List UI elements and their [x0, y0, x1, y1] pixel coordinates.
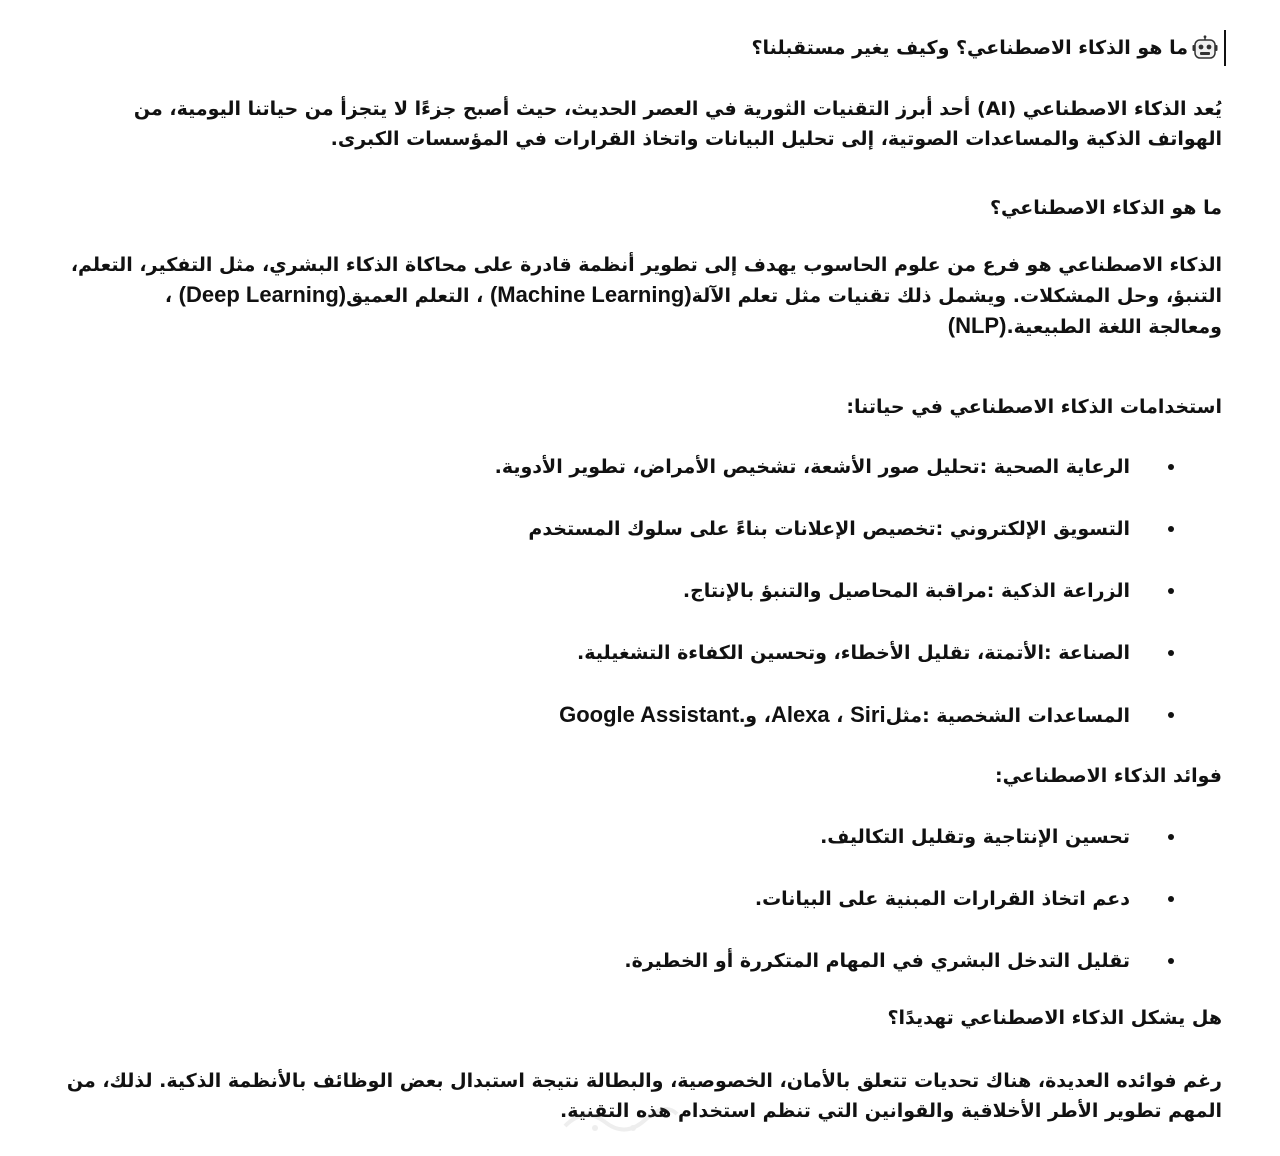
term-nlp: (NLP) — [947, 313, 1007, 338]
heading-threat: هل يشكل الذكاء الاصطناعي تهديدًا؟ — [887, 1007, 1222, 1029]
conclusion-line-1: رغم فوائده العديدة، هناك تحديات تتعلق بالأمان، الخصوصية، والبطالة نتيجة استبدال بعض الوظائف بالأنظمة الذكية. لذلك، من — [66, 1070, 1222, 1092]
term-siri: Siri — [850, 702, 886, 727]
intro-paragraph — [134, 94, 1222, 154]
heading-what-is-ai: ما هو الذكاء الاصطناعي؟ — [990, 197, 1222, 219]
term-machine-learning: (Machine Learning) — [489, 282, 692, 307]
bullet-dot-icon — [1168, 464, 1174, 470]
bullet-dot-icon — [1168, 712, 1174, 718]
list-item: التسويق الإلكتروني :تخصيص الإعلانات بناءً على سلوك المستخدم — [495, 514, 1130, 576]
uses-list — [495, 452, 1130, 762]
bullet-dot-icon — [1168, 526, 1174, 532]
bullet-dot-icon — [1168, 896, 1174, 902]
document-title-row — [752, 30, 1226, 66]
term-deep-learning: (Deep Learning) — [178, 282, 347, 307]
bullet-dot-icon — [1168, 834, 1174, 840]
list-item: دعم اتخاذ القرارات المبنية على البيانات. — [624, 884, 1130, 946]
list-item: الزراعة الذكية :مراقبة المحاصيل والتنبؤ بالإنتاج. — [495, 576, 1130, 638]
list-item: تحسين الإنتاجية وتقليل التكاليف. — [624, 822, 1130, 884]
definition-paragraph — [71, 250, 1222, 342]
intro-line-2: الهواتف الذكية والمساعدات الصوتية، إلى تحليل البيانات واتخاذ القرارات في المؤسسات الكبرى. — [330, 128, 1222, 150]
bullet-dot-icon — [1168, 958, 1174, 964]
heading-benefits: فوائد الذكاء الاصطناعي: — [995, 765, 1222, 787]
benefits-list — [624, 822, 1130, 1008]
list-item: المساعدات الشخصية :مثلSiri ، Alexa، وGoogle Assistant. — [495, 700, 1130, 762]
term-alexa: Alexa — [770, 702, 830, 727]
definition-line-2-text: التنبؤ، وحل المشكلات. ويشمل ذلك تقنيات مثل تعلم الآلة — [691, 285, 1222, 307]
conclusion-line-2: المهم تطوير الأطر الأخلاقية والقوانين التي تنظم استخدام هذه التقنية. — [560, 1100, 1222, 1122]
definition-line-3-text: ومعالجة اللغة الطبيعية. — [1006, 316, 1222, 338]
bullet-dot-icon — [1168, 588, 1174, 594]
list-item: الرعاية الصحية :تحليل صور الأشعة، تشخيص الأمراض، تطوير الأدوية. — [495, 452, 1130, 514]
watermark-logo-icon — [555, 1100, 685, 1136]
intro-line-1: يُعد الذكاء الاصطناعي (AI) أحد أبرز التقنيات الثورية في العصر الحديث، حيث أصبح جزءًا لا يتجزأ من حياتنا اليومية، من — [133, 98, 1222, 120]
definition-line-1: الذكاء الاصطناعي هو فرع من علوم الحاسوب يهدف إلى تطوير أنظمة قادرة على محاكاة الذكاء البشري، مثل التفكير، التعلم، — [70, 254, 1222, 276]
bullet-dot-icon — [1168, 650, 1174, 656]
term-google-assistant: Google Assistant. — [559, 702, 746, 727]
heading-uses: استخدامات الذكاء الاصطناعي في حياتنا: — [846, 396, 1222, 418]
robot-face-icon — [1192, 35, 1218, 61]
definition-line-2-end: ، — [164, 285, 179, 307]
assistants-label: المساعدات الشخصية :مثل — [885, 705, 1130, 727]
definition-line-2 — [71, 280, 1222, 311]
definition-line-2-sep: ، التعلم العميق — [346, 285, 490, 307]
list-item: الصناعة :الأتمتة، تقليل الأخطاء، وتحسين الكفاءة التشغيلية. — [495, 638, 1130, 700]
list-item: تقليل التدخل البشري في المهام المتكررة أو الخطيرة. — [624, 946, 1130, 1008]
definition-line-3 — [71, 311, 1222, 342]
document-title: ما هو الذكاء الاصطناعي؟ وكيف يغير مستقبلنا؟ — [751, 37, 1188, 59]
